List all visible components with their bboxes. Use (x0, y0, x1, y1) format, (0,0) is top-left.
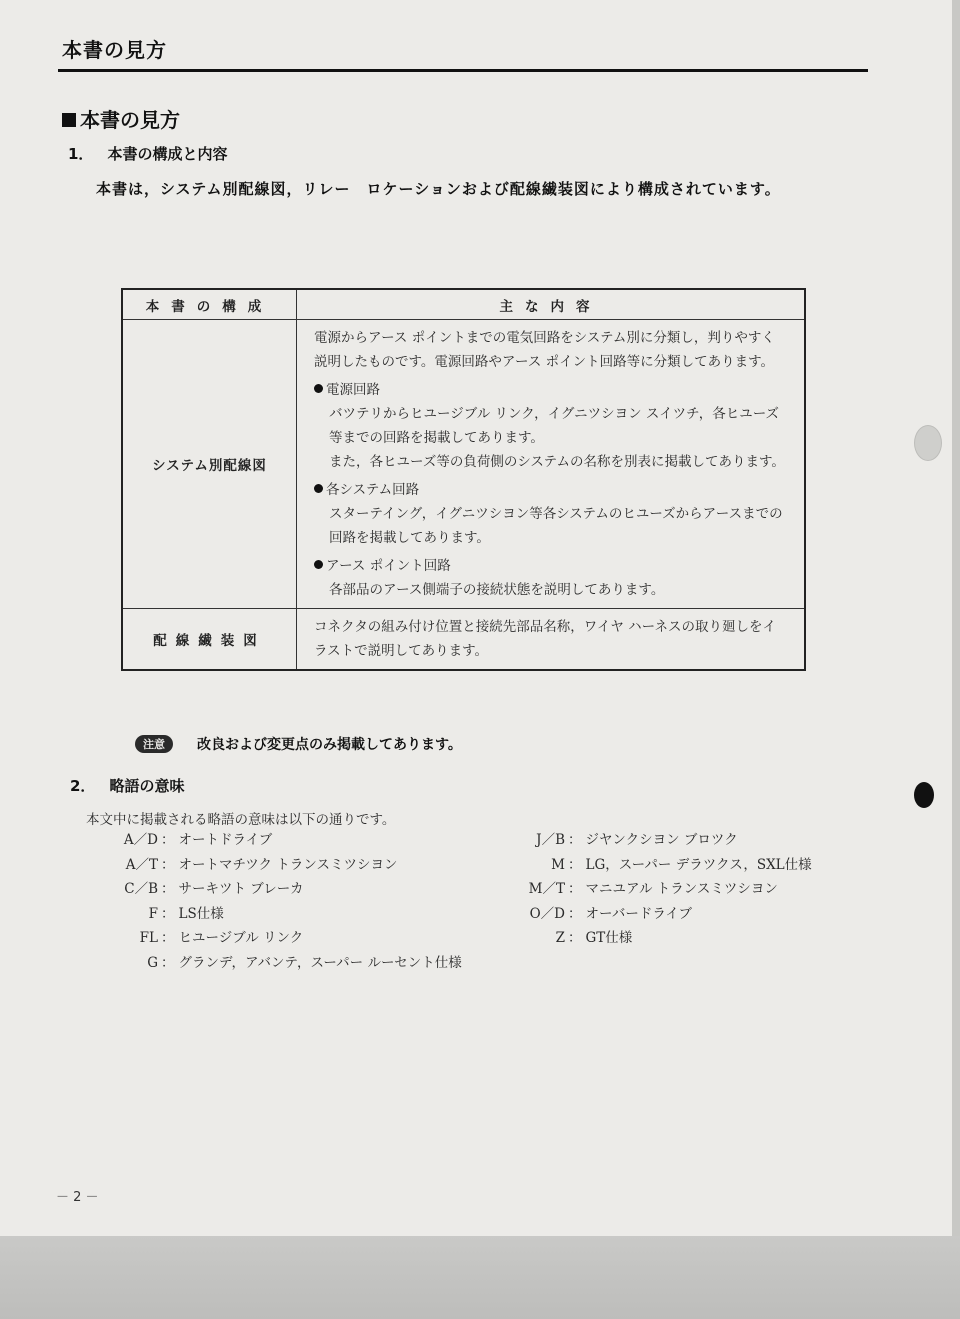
table-header-content: 主な内容 (297, 289, 806, 320)
note (135, 734, 462, 754)
row-intro-text: 電源からアース ポイントまでの電気回路をシステム別に分類し，判りやすく説明したものです。電源回路やアース ポイント回路等に分類してあります。 (314, 330, 775, 370)
abbr-code: J／B (536, 832, 565, 848)
bullet-line: また，各ヒユーズ等の負荷側のシステムの名称を別表に掲載してあります。 (329, 454, 785, 470)
list-item: Z ： GT仕様 (500, 926, 812, 951)
table-header-row (122, 289, 805, 320)
list-item: A／D ： オートドライブ (86, 828, 462, 853)
abbr-code: A／D (123, 832, 158, 848)
part1-heading-text: 本書の構成と内容 (107, 145, 228, 163)
abbr-code: G (147, 954, 158, 971)
abbr-meaning: オートマチツク トランスミツシヨン (178, 856, 398, 873)
bullet-dot-icon (314, 560, 323, 569)
abbr-meaning: GT仕様 (585, 930, 633, 947)
row-label-system-wiring: システム別配線図 (122, 320, 297, 609)
bullet-ground-circuit (314, 554, 788, 602)
list-item: M／T ： マニユアル トランスミツシヨン (500, 877, 812, 902)
row-label-harness-layout: 配線繊装図 (122, 609, 297, 671)
row-desc-harness-layout (297, 609, 806, 671)
list-item: FL ： ヒユージブル リンク (86, 926, 462, 951)
list-item: G ： グランデ，アバンテ，スーパー ルーセント仕様 (86, 951, 462, 976)
bullet-system-circuit (314, 478, 788, 550)
part1-number: 1． (68, 145, 94, 163)
square-bullet-icon (62, 113, 76, 127)
abbr-code: FL (139, 930, 158, 947)
part2-intro: 本文中に掲載される略語の意味は以下の通りです。 (86, 812, 396, 828)
bullet-dot-icon (314, 384, 323, 393)
scan-background (0, 1236, 960, 1319)
part2-number: 2． (70, 777, 96, 795)
abbr-code: M／T (528, 881, 565, 898)
section-title (62, 104, 180, 133)
bullet-title: 電源回路 (326, 382, 380, 398)
abbr-meaning: ヒユージブル リンク (178, 930, 304, 947)
bullet-dot-icon (314, 484, 323, 493)
page-number: － 2 － (56, 1190, 99, 1205)
abbr-code: F (148, 905, 158, 922)
note-text: 改良および変更点のみ掲載してあります。 (197, 737, 462, 753)
list-item: F ： LS仕様 (86, 902, 462, 927)
list-item: A／T ： オートマチツク トランスミツシヨン (86, 853, 462, 878)
abbr-code: Z (555, 930, 565, 947)
bullet-line: スターテイング，イグニツシヨン等各システムのヒユーズからアースまでの回路を掲載してあります。 (329, 506, 783, 546)
abbreviation-list-left (86, 828, 462, 976)
bullet-line: 各部品のアース側端子の接続状態を説明してあります。 (329, 582, 665, 598)
part2-heading-text: 略語の意味 (109, 777, 185, 795)
abbr-code: M (551, 856, 565, 873)
table-row (122, 320, 805, 609)
abbr-meaning: オーバードライブ (585, 905, 693, 922)
abbr-meaning: グランデ，アバンテ，スーパー ルーセント仕様 (178, 954, 462, 971)
abbr-code: A／T (125, 856, 158, 873)
bullet-line: バツテリからヒユージブル リンク，イグニツシヨン スイツチ，各ヒユーズ等までの回路を掲載してあります。 (329, 406, 780, 446)
list-item: J／B ： ジヤンクシヨン ブロツク (500, 828, 812, 853)
binder-hole-bottom (914, 782, 934, 808)
section-title-text: 本書の見方 (80, 108, 180, 132)
bullet-power-circuit (314, 378, 788, 474)
row-intro-text: コネクタの組み付け位置と接続先部品名称，ワイヤ ハーネスの取り廻しをイラストで説明してあります。 (314, 619, 776, 659)
abbr-meaning: オートドライブ (178, 832, 273, 848)
list-item: O／D ： オーバードライブ (500, 902, 812, 927)
abbr-code: O／D (529, 905, 565, 922)
abbr-meaning: ジヤンクシヨン ブロツク (585, 832, 738, 848)
list-item: C／B ： サーキツト ブレーカ (86, 877, 462, 902)
list-item: M ： LG，スーパー デラツクス，SXL仕様 (500, 853, 812, 878)
abbr-meaning: LG，スーパー デラツクス，SXL仕様 (585, 856, 812, 873)
table-row (122, 609, 805, 671)
part1-heading (68, 143, 227, 164)
abbr-meaning: マニユアル トランスミツシヨン (585, 881, 778, 898)
row-desc-system-wiring (297, 320, 806, 609)
part2-heading (70, 775, 184, 796)
content-table (121, 288, 806, 671)
paper-edge (952, 0, 960, 1236)
header-title: 本書の見方 (62, 38, 167, 62)
abbreviation-list-right (500, 828, 812, 951)
header-rule (58, 69, 868, 72)
bullet-title: 各システム回路 (326, 482, 420, 498)
table-header-structure: 本書の構成 (122, 289, 297, 320)
abbr-meaning: サーキツト ブレーカ (178, 881, 304, 898)
abbr-meaning: LS仕様 (178, 905, 224, 922)
note-badge: 注意 (135, 735, 173, 753)
bullet-title: アース ポイント回路 (326, 558, 451, 574)
abbr-code: C／B (124, 881, 158, 898)
part1-intro: 本書は，システム別配線図，リレー ロケーションおよび配線繊装図により構成されています。 (96, 180, 781, 198)
binder-hole-top (914, 425, 942, 461)
